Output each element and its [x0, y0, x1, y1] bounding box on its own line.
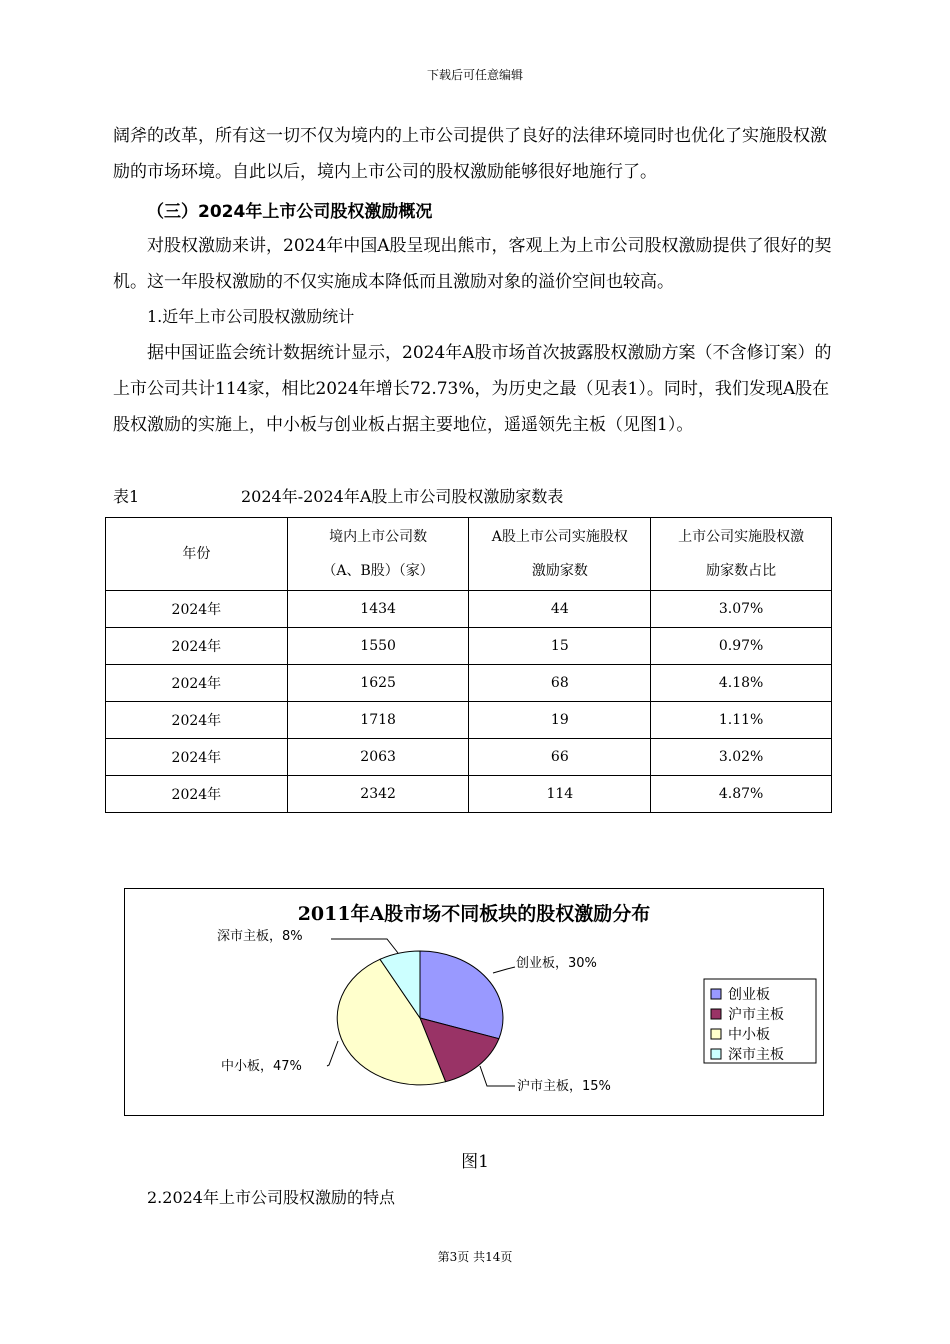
data-table	[105, 517, 832, 813]
header-line: 上市公司实施股权激	[678, 529, 805, 545]
leader-line	[327, 1041, 338, 1066]
table-title: 2024年-2024年A股上市公司股权激励家数表	[241, 487, 564, 506]
table-row	[106, 591, 832, 628]
leader-line	[331, 939, 398, 953]
figure-caption: 图1	[461, 1152, 489, 1172]
leader-line	[493, 967, 515, 973]
legend-swatch	[711, 1029, 721, 1039]
chart-legend	[704, 979, 816, 1063]
table-cell: 2024年	[106, 739, 288, 776]
table-cell: 2024年	[106, 702, 288, 739]
table-cell: 2024年	[106, 776, 288, 813]
table-row	[106, 665, 832, 702]
table-cell: 2024年	[106, 591, 288, 628]
header-year	[106, 518, 288, 591]
legend-swatch	[711, 1009, 721, 1019]
header-implementing-companies	[469, 518, 651, 591]
table-cell: 66	[469, 739, 651, 776]
table-cell: 4.87%	[651, 776, 832, 813]
leader-line	[480, 1066, 515, 1086]
legend-label: 深市主板	[728, 1047, 784, 1063]
legend-label: 创业板	[728, 987, 770, 1003]
table-cell: 3.02%	[651, 739, 832, 776]
header-line: （A、B股）（家）	[322, 563, 434, 579]
table-cell: 0.97%	[651, 628, 832, 665]
table-cell: 44	[469, 591, 651, 628]
data-label: 中小板，47%	[221, 1059, 302, 1074]
table-row	[106, 776, 832, 813]
chart-title: 2011年A股市场不同板块的股权激励分布	[297, 903, 651, 925]
section-heading: （三）2024年上市公司股权激励概况	[147, 202, 433, 222]
table-label: 表1	[113, 487, 140, 506]
pie-chart-frame	[124, 888, 824, 1116]
table-cell: 2063	[287, 739, 469, 776]
table-cell: 1625	[287, 665, 469, 702]
table-cell: 1550	[287, 628, 469, 665]
paragraph-3: 据中国证监会统计数据统计显示，2024年A股市场首次披露股权激励方案（不含修订案）的上市公司共计114家，相比2024年增长72.73%，为历史之最（见表1）。同时，我们发现A股在股权激励的实施上，中小板与创业板占据主要地位，遥遥领先主板（见图1）。	[113, 343, 832, 435]
table-cell: 114	[469, 776, 651, 813]
page-footer: 第3页 共14页	[437, 1250, 513, 1264]
table-caption	[113, 484, 564, 507]
subsection-title-2: 2.2024年上市公司股权激励的特点	[147, 1188, 395, 1207]
subsection-title-1: 1.近年上市公司股权激励统计	[147, 307, 355, 326]
header-ratio	[651, 518, 832, 591]
table-header-row	[106, 518, 832, 591]
header-line: 境内上市公司数	[329, 529, 428, 545]
paragraph-2: 对股权激励来讲，2024年中国A股呈现出熊市，客观上为上市公司股权激励提供了很好的契机。这一年股权激励的不仅实施成本降低而且激励对象的溢价空间也较高。	[113, 236, 832, 292]
legend-label: 中小板	[728, 1027, 770, 1043]
table-row	[106, 628, 832, 665]
header-line: A股上市公司实施股权	[491, 529, 628, 545]
data-label: 沪市主板，15%	[517, 1079, 611, 1094]
table-cell: 1434	[287, 591, 469, 628]
page-header: 下载后可任意编辑	[426, 68, 523, 82]
header-line: 励家数占比	[706, 563, 777, 579]
table-cell: 15	[469, 628, 651, 665]
table-cell: 19	[469, 702, 651, 739]
data-label: 创业板，30%	[516, 956, 597, 971]
table-cell: 68	[469, 665, 651, 702]
legend-swatch	[711, 989, 721, 999]
header-line: 激励家数	[531, 563, 588, 579]
table-cell: 2342	[287, 776, 469, 813]
table-cell: 2024年	[106, 665, 288, 702]
table-cell: 1718	[287, 702, 469, 739]
pie-chart	[125, 889, 823, 1115]
table-row	[106, 739, 832, 776]
legend-swatch	[711, 1049, 721, 1059]
header-listed-companies	[287, 518, 469, 591]
paragraph-1: 阔斧的改革，所有这一切不仅为境内的上市公司提供了良好的法律环境同时也优化了实施股权激励的市场环境。自此以后，境内上市公司的股权激励能够很好地施行了。	[113, 126, 827, 182]
table-cell: 4.18%	[651, 665, 832, 702]
table-cell: 2024年	[106, 628, 288, 665]
table-row	[106, 702, 832, 739]
table-cell: 3.07%	[651, 591, 832, 628]
legend-label: 沪市主板	[728, 1007, 784, 1023]
data-label: 深市主板，8%	[217, 929, 303, 944]
header-year-label: 年份	[182, 546, 211, 562]
table-cell: 1.11%	[651, 702, 832, 739]
